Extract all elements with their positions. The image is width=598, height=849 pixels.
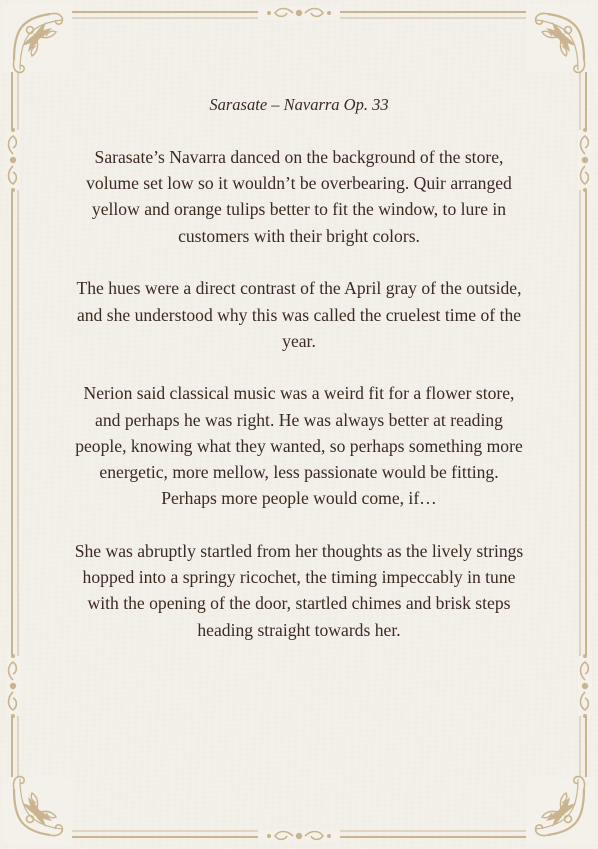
paragraph: Nerion said classical music was a weird fit for a flower store, and perhaps he was right. He was always better at reading people, knowing what they wanted, so perhaps something more energetic, more mellow, less passionate would be fitting. Perhaps more people would come, if… <box>75 383 523 509</box>
paragraph: She was abruptly startled from her thoughts as the lively strings hopped into a springy ricochet, the timing impeccably in tune with the opening of the door, startled chimes and brisk steps heading straight towards her. <box>74 540 524 640</box>
paragraph: Sarasate’s Navarra danced on the background of the store, volume set low so it wouldn’t be overbearing. Quir arranged yellow and orange tulips better to fit the window, to lure in customers with their bright colors. <box>86 147 512 246</box>
paragraph: The hues were a direct contrast of the April gray of the outside, and she understood why this was called the cruelest time of the year. <box>76 278 522 351</box>
page-title: Sarasate – Navarra Op. 33 <box>209 95 389 114</box>
document-body <box>70 92 528 669</box>
